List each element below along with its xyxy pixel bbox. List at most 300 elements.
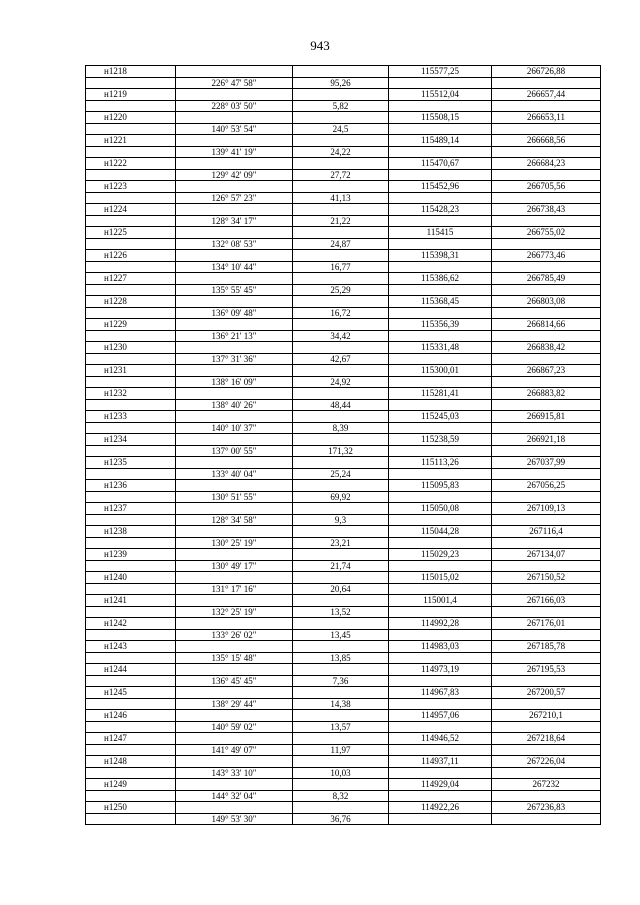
distance-cell: 21,74 xyxy=(293,560,389,572)
empty-y-cell xyxy=(492,767,601,779)
x-coordinate-cell: 115331,48 xyxy=(389,342,492,354)
point-name-cell: н1223 xyxy=(86,181,176,193)
empty-angle-cell xyxy=(176,526,293,538)
y-coordinate-cell: 266668,56 xyxy=(492,135,601,147)
empty-x-cell xyxy=(389,146,492,158)
x-coordinate-cell: 114967,83 xyxy=(389,687,492,699)
y-coordinate-cell: 267200,57 xyxy=(492,687,601,699)
distance-cell: 5,82 xyxy=(293,100,389,112)
angle-cell: 129° 42' 09" xyxy=(176,169,293,181)
empty-angle-cell xyxy=(176,250,293,262)
empty-point-cell xyxy=(86,399,176,411)
empty-angle-cell xyxy=(176,756,293,768)
empty-distance-cell xyxy=(293,733,389,745)
empty-y-cell xyxy=(492,215,601,227)
distance-cell: 21,22 xyxy=(293,215,389,227)
empty-x-cell xyxy=(389,284,492,296)
y-coordinate-cell: 266726,88 xyxy=(492,66,601,78)
angle-cell: 143° 33' 10" xyxy=(176,767,293,779)
point-row xyxy=(86,595,601,607)
point-row xyxy=(86,181,601,193)
segment-row xyxy=(86,445,601,457)
angle-cell: 133° 40' 04" xyxy=(176,468,293,480)
x-coordinate-cell: 115050,08 xyxy=(389,503,492,515)
empty-x-cell xyxy=(389,514,492,526)
x-coordinate-cell: 115044,28 xyxy=(389,526,492,538)
distance-cell: 9,3 xyxy=(293,514,389,526)
segment-row xyxy=(86,399,601,411)
empty-x-cell xyxy=(389,629,492,641)
empty-point-cell xyxy=(86,652,176,664)
empty-x-cell xyxy=(389,307,492,319)
angle-cell: 132° 08' 53" xyxy=(176,238,293,250)
empty-angle-cell xyxy=(176,365,293,377)
empty-distance-cell xyxy=(293,756,389,768)
segment-row xyxy=(86,629,601,641)
angle-cell: 138° 29' 44" xyxy=(176,698,293,710)
y-coordinate-cell: 267037,99 xyxy=(492,457,601,469)
segment-row xyxy=(86,790,601,802)
empty-distance-cell xyxy=(293,411,389,423)
empty-angle-cell xyxy=(176,112,293,124)
x-coordinate-cell: 114973,19 xyxy=(389,664,492,676)
point-name-cell: н1224 xyxy=(86,204,176,216)
segment-row xyxy=(86,77,601,89)
empty-point-cell xyxy=(86,698,176,710)
empty-point-cell xyxy=(86,123,176,135)
empty-y-cell xyxy=(492,583,601,595)
empty-point-cell xyxy=(86,468,176,480)
angle-cell: 139° 41' 19" xyxy=(176,146,293,158)
empty-point-cell xyxy=(86,629,176,641)
x-coordinate-cell: 114922,26 xyxy=(389,802,492,814)
angle-cell: 133° 26' 02" xyxy=(176,629,293,641)
point-row xyxy=(86,158,601,170)
empty-y-cell xyxy=(492,399,601,411)
point-row xyxy=(86,112,601,124)
point-name-cell: н1226 xyxy=(86,250,176,262)
empty-y-cell xyxy=(492,330,601,342)
y-coordinate-cell: 266803,08 xyxy=(492,296,601,308)
empty-y-cell xyxy=(492,146,601,158)
distance-cell: 16,77 xyxy=(293,261,389,273)
empty-point-cell xyxy=(86,537,176,549)
empty-x-cell xyxy=(389,537,492,549)
distance-cell: 41,13 xyxy=(293,192,389,204)
point-name-cell: н1238 xyxy=(86,526,176,538)
empty-x-cell xyxy=(389,698,492,710)
segment-row xyxy=(86,238,601,250)
empty-y-cell xyxy=(492,698,601,710)
distance-cell: 27,72 xyxy=(293,169,389,181)
segment-row xyxy=(86,583,601,595)
empty-y-cell xyxy=(492,77,601,89)
segment-row xyxy=(86,468,601,480)
empty-angle-cell xyxy=(176,296,293,308)
point-row xyxy=(86,227,601,239)
point-name-cell: н1222 xyxy=(86,158,176,170)
y-coordinate-cell: 267166,03 xyxy=(492,595,601,607)
y-coordinate-cell: 266785,49 xyxy=(492,273,601,285)
point-row xyxy=(86,434,601,446)
empty-y-cell xyxy=(492,813,601,825)
point-row xyxy=(86,710,601,722)
empty-point-cell xyxy=(86,813,176,825)
empty-y-cell xyxy=(492,169,601,181)
empty-distance-cell xyxy=(293,710,389,722)
y-coordinate-cell: 267185,78 xyxy=(492,641,601,653)
empty-y-cell xyxy=(492,491,601,503)
empty-angle-cell xyxy=(176,710,293,722)
empty-angle-cell xyxy=(176,411,293,423)
x-coordinate-cell: 115489,14 xyxy=(389,135,492,147)
segment-row xyxy=(86,491,601,503)
distance-cell: 24,5 xyxy=(293,123,389,135)
empty-x-cell xyxy=(389,491,492,503)
empty-distance-cell xyxy=(293,342,389,354)
empty-point-cell xyxy=(86,790,176,802)
empty-angle-cell xyxy=(176,66,293,78)
y-coordinate-cell: 266705,56 xyxy=(492,181,601,193)
empty-distance-cell xyxy=(293,572,389,584)
y-coordinate-cell: 267176,01 xyxy=(492,618,601,630)
empty-y-cell xyxy=(492,514,601,526)
empty-y-cell xyxy=(492,721,601,733)
empty-point-cell xyxy=(86,100,176,112)
distance-cell: 13,57 xyxy=(293,721,389,733)
angle-cell: 136° 45' 45" xyxy=(176,675,293,687)
point-row xyxy=(86,480,601,492)
empty-x-cell xyxy=(389,790,492,802)
point-row xyxy=(86,779,601,791)
y-coordinate-cell: 266653,11 xyxy=(492,112,601,124)
y-coordinate-cell: 267134,07 xyxy=(492,549,601,561)
point-name-cell: н1250 xyxy=(86,802,176,814)
point-name-cell: н1227 xyxy=(86,273,176,285)
empty-point-cell xyxy=(86,77,176,89)
empty-angle-cell xyxy=(176,388,293,400)
point-row xyxy=(86,618,601,630)
empty-point-cell xyxy=(86,721,176,733)
distance-cell: 25,29 xyxy=(293,284,389,296)
empty-x-cell xyxy=(389,399,492,411)
empty-y-cell xyxy=(492,675,601,687)
segment-row xyxy=(86,560,601,572)
segment-row xyxy=(86,721,601,733)
y-coordinate-cell: 267109,13 xyxy=(492,503,601,515)
distance-cell: 8,32 xyxy=(293,790,389,802)
point-name-cell: н1218 xyxy=(86,66,176,78)
distance-cell: 42,67 xyxy=(293,353,389,365)
point-name-cell: н1219 xyxy=(86,89,176,101)
empty-x-cell xyxy=(389,261,492,273)
empty-x-cell xyxy=(389,468,492,480)
segment-row xyxy=(86,376,601,388)
x-coordinate-cell: 115001,4 xyxy=(389,595,492,607)
coordinates-table xyxy=(85,65,601,825)
point-name-cell: н1248 xyxy=(86,756,176,768)
point-row xyxy=(86,641,601,653)
angle-cell: 135° 55' 45" xyxy=(176,284,293,296)
empty-x-cell xyxy=(389,721,492,733)
segment-row xyxy=(86,307,601,319)
empty-point-cell xyxy=(86,491,176,503)
segment-row xyxy=(86,330,601,342)
segment-row xyxy=(86,284,601,296)
empty-point-cell xyxy=(86,422,176,434)
empty-angle-cell xyxy=(176,779,293,791)
distance-cell: 8,39 xyxy=(293,422,389,434)
empty-point-cell xyxy=(86,675,176,687)
point-row xyxy=(86,664,601,676)
distance-cell: 25,24 xyxy=(293,468,389,480)
point-name-cell: н1229 xyxy=(86,319,176,331)
point-row xyxy=(86,89,601,101)
empty-y-cell xyxy=(492,353,601,365)
empty-angle-cell xyxy=(176,158,293,170)
empty-y-cell xyxy=(492,261,601,273)
empty-angle-cell xyxy=(176,572,293,584)
segment-row xyxy=(86,813,601,825)
empty-distance-cell xyxy=(293,641,389,653)
empty-y-cell xyxy=(492,468,601,480)
angle-cell: 140° 59' 02" xyxy=(176,721,293,733)
empty-x-cell xyxy=(389,330,492,342)
x-coordinate-cell: 114957,06 xyxy=(389,710,492,722)
point-row xyxy=(86,342,601,354)
empty-x-cell xyxy=(389,169,492,181)
empty-distance-cell xyxy=(293,595,389,607)
empty-point-cell xyxy=(86,445,176,457)
point-name-cell: н1232 xyxy=(86,388,176,400)
y-coordinate-cell: 267195,53 xyxy=(492,664,601,676)
empty-distance-cell xyxy=(293,66,389,78)
empty-distance-cell xyxy=(293,273,389,285)
empty-angle-cell xyxy=(176,204,293,216)
segment-row xyxy=(86,192,601,204)
distance-cell: 171,32 xyxy=(293,445,389,457)
point-name-cell: н1239 xyxy=(86,549,176,561)
angle-cell: 144° 32' 04" xyxy=(176,790,293,802)
empty-distance-cell xyxy=(293,158,389,170)
y-coordinate-cell: 266838,42 xyxy=(492,342,601,354)
angle-cell: 135° 15' 48" xyxy=(176,652,293,664)
empty-angle-cell xyxy=(176,457,293,469)
x-coordinate-cell: 115015,02 xyxy=(389,572,492,584)
point-row xyxy=(86,319,601,331)
y-coordinate-cell: 267232 xyxy=(492,779,601,791)
y-coordinate-cell: 266867,23 xyxy=(492,365,601,377)
distance-cell: 13,85 xyxy=(293,652,389,664)
empty-distance-cell xyxy=(293,779,389,791)
point-name-cell: н1236 xyxy=(86,480,176,492)
empty-point-cell xyxy=(86,376,176,388)
empty-y-cell xyxy=(492,606,601,618)
point-row xyxy=(86,250,601,262)
empty-distance-cell xyxy=(293,319,389,331)
segment-row xyxy=(86,767,601,779)
angle-cell: 228° 03' 50" xyxy=(176,100,293,112)
distance-cell: 11,97 xyxy=(293,744,389,756)
empty-angle-cell xyxy=(176,687,293,699)
angle-cell: 136° 09' 48" xyxy=(176,307,293,319)
angle-cell: 130° 51' 55" xyxy=(176,491,293,503)
distance-cell: 36,76 xyxy=(293,813,389,825)
x-coordinate-cell: 115470,67 xyxy=(389,158,492,170)
point-row xyxy=(86,296,601,308)
empty-y-cell xyxy=(492,652,601,664)
empty-point-cell xyxy=(86,215,176,227)
empty-distance-cell xyxy=(293,181,389,193)
point-name-cell: н1231 xyxy=(86,365,176,377)
segment-row xyxy=(86,215,601,227)
point-name-cell: н1233 xyxy=(86,411,176,423)
angle-cell: 137° 31' 36" xyxy=(176,353,293,365)
empty-y-cell xyxy=(492,284,601,296)
empty-x-cell xyxy=(389,652,492,664)
y-coordinate-cell: 266773,46 xyxy=(492,250,601,262)
empty-y-cell xyxy=(492,445,601,457)
empty-angle-cell xyxy=(176,319,293,331)
empty-x-cell xyxy=(389,77,492,89)
x-coordinate-cell: 115508,15 xyxy=(389,112,492,124)
empty-distance-cell xyxy=(293,365,389,377)
segment-row xyxy=(86,123,601,135)
empty-angle-cell xyxy=(176,273,293,285)
distance-cell: 23,21 xyxy=(293,537,389,549)
empty-angle-cell xyxy=(176,227,293,239)
empty-point-cell xyxy=(86,560,176,572)
x-coordinate-cell: 115512,04 xyxy=(389,89,492,101)
segment-row xyxy=(86,169,601,181)
empty-x-cell xyxy=(389,445,492,457)
distance-cell: 48,44 xyxy=(293,399,389,411)
x-coordinate-cell: 115356,39 xyxy=(389,319,492,331)
point-name-cell: н1230 xyxy=(86,342,176,354)
empty-x-cell xyxy=(389,422,492,434)
distance-cell: 24,87 xyxy=(293,238,389,250)
point-name-cell: н1234 xyxy=(86,434,176,446)
empty-y-cell xyxy=(492,192,601,204)
y-coordinate-cell: 267236,83 xyxy=(492,802,601,814)
segment-row xyxy=(86,675,601,687)
empty-angle-cell xyxy=(176,733,293,745)
empty-y-cell xyxy=(492,629,601,641)
empty-y-cell xyxy=(492,560,601,572)
y-coordinate-cell: 266921,18 xyxy=(492,434,601,446)
point-name-cell: н1247 xyxy=(86,733,176,745)
point-name-cell: н1237 xyxy=(86,503,176,515)
segment-row xyxy=(86,744,601,756)
point-row xyxy=(86,756,601,768)
empty-point-cell xyxy=(86,169,176,181)
empty-y-cell xyxy=(492,537,601,549)
x-coordinate-cell: 115415 xyxy=(389,227,492,239)
empty-y-cell xyxy=(492,422,601,434)
empty-point-cell xyxy=(86,514,176,526)
empty-distance-cell xyxy=(293,526,389,538)
empty-x-cell xyxy=(389,100,492,112)
empty-angle-cell xyxy=(176,135,293,147)
point-name-cell: н1220 xyxy=(86,112,176,124)
empty-point-cell xyxy=(86,744,176,756)
angle-cell: 140° 53' 54" xyxy=(176,123,293,135)
point-row xyxy=(86,273,601,285)
empty-angle-cell xyxy=(176,664,293,676)
segment-row xyxy=(86,652,601,664)
empty-distance-cell xyxy=(293,89,389,101)
x-coordinate-cell: 114929,04 xyxy=(389,779,492,791)
angle-cell: 149° 53' 30" xyxy=(176,813,293,825)
segment-row xyxy=(86,146,601,158)
point-name-cell: н1235 xyxy=(86,457,176,469)
empty-y-cell xyxy=(492,100,601,112)
point-row xyxy=(86,204,601,216)
empty-x-cell xyxy=(389,560,492,572)
y-coordinate-cell: 266814,66 xyxy=(492,319,601,331)
segment-row xyxy=(86,537,601,549)
empty-distance-cell xyxy=(293,112,389,124)
empty-x-cell xyxy=(389,353,492,365)
distance-cell: 24,92 xyxy=(293,376,389,388)
distance-cell: 16,72 xyxy=(293,307,389,319)
x-coordinate-cell: 115452,96 xyxy=(389,181,492,193)
empty-angle-cell xyxy=(176,503,293,515)
distance-cell: 7,36 xyxy=(293,675,389,687)
empty-distance-cell xyxy=(293,802,389,814)
x-coordinate-cell: 115029,23 xyxy=(389,549,492,561)
y-coordinate-cell: 266684,23 xyxy=(492,158,601,170)
empty-angle-cell xyxy=(176,802,293,814)
empty-y-cell xyxy=(492,376,601,388)
empty-distance-cell xyxy=(293,664,389,676)
empty-distance-cell xyxy=(293,457,389,469)
y-coordinate-cell: 267056,25 xyxy=(492,480,601,492)
distance-cell: 24,22 xyxy=(293,146,389,158)
point-row xyxy=(86,66,601,78)
y-coordinate-cell: 267116,4 xyxy=(492,526,601,538)
angle-cell: 130° 25' 19" xyxy=(176,537,293,549)
angle-cell: 226° 47' 58" xyxy=(176,77,293,89)
empty-point-cell xyxy=(86,284,176,296)
empty-angle-cell xyxy=(176,549,293,561)
empty-distance-cell xyxy=(293,388,389,400)
x-coordinate-cell: 115300,01 xyxy=(389,365,492,377)
distance-cell: 69,92 xyxy=(293,491,389,503)
x-coordinate-cell: 115386,62 xyxy=(389,273,492,285)
point-name-cell: н1225 xyxy=(86,227,176,239)
angle-cell: 128° 34' 58" xyxy=(176,514,293,526)
point-name-cell: н1221 xyxy=(86,135,176,147)
point-name-cell: н1249 xyxy=(86,779,176,791)
point-row xyxy=(86,572,601,584)
empty-angle-cell xyxy=(176,434,293,446)
y-coordinate-cell: 267226,04 xyxy=(492,756,601,768)
angle-cell: 137° 00' 55" xyxy=(176,445,293,457)
segment-row xyxy=(86,261,601,273)
distance-cell: 34,42 xyxy=(293,330,389,342)
angle-cell: 131° 17' 16" xyxy=(176,583,293,595)
distance-cell: 95,26 xyxy=(293,77,389,89)
empty-x-cell xyxy=(389,767,492,779)
empty-x-cell xyxy=(389,192,492,204)
empty-point-cell xyxy=(86,261,176,273)
x-coordinate-cell: 115368,45 xyxy=(389,296,492,308)
empty-x-cell xyxy=(389,123,492,135)
x-coordinate-cell: 115281,41 xyxy=(389,388,492,400)
empty-y-cell xyxy=(492,790,601,802)
angle-cell: 140° 10' 37" xyxy=(176,422,293,434)
